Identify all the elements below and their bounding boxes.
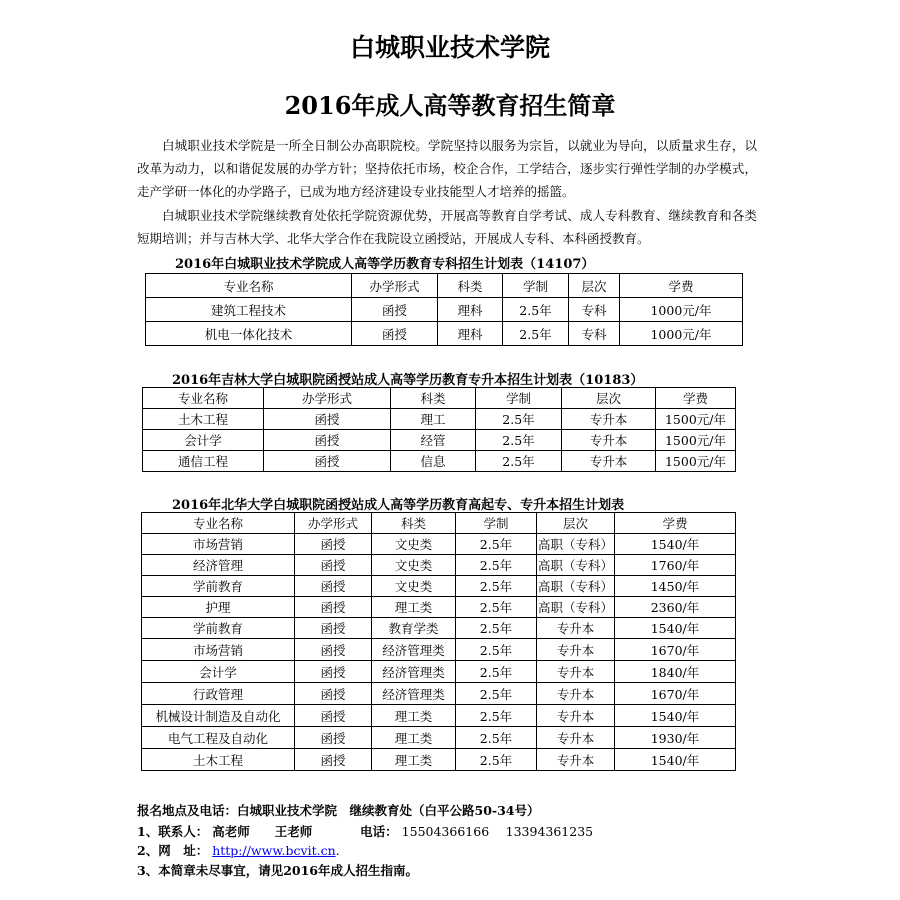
table-cell: 理工类 — [372, 749, 456, 771]
table-cell: 教育学类 — [372, 618, 456, 639]
table-cell: 1500元/年 — [656, 451, 736, 472]
closing-note: 3、本简章未尽事宜，请见2016年成人招生指南。 — [137, 863, 418, 878]
table-cell: 1540/年 — [615, 705, 736, 727]
table-cell: 专升本 — [537, 683, 615, 705]
contact-names: 高老师 王老师 — [212, 824, 313, 839]
contact-line — [137, 822, 593, 840]
header-cell: 办学形式 — [352, 274, 438, 298]
table-cell: 专升本 — [537, 727, 615, 749]
header-cell: 办学形式 — [295, 513, 372, 534]
table-cell: 行政管理 — [142, 683, 295, 705]
table-cell: 机电一体化技术 — [146, 322, 352, 346]
table-cell: 1540/年 — [615, 534, 736, 555]
table-cell: 经济管理类 — [372, 639, 456, 661]
enrollment-table-3 — [141, 512, 736, 771]
header-cell: 专业名称 — [146, 274, 352, 298]
table-cell: 函授 — [352, 322, 438, 346]
table-cell: 高职（专科） — [537, 534, 615, 555]
table-cell: 2360/年 — [615, 597, 736, 618]
table-cell: 1930/年 — [615, 727, 736, 749]
website-link[interactable]: http://www.bcvit.cn — [212, 843, 336, 858]
table-cell: 2.5年 — [456, 639, 537, 661]
table-row — [142, 727, 736, 749]
table-cell: 市场营销 — [142, 534, 295, 555]
table-cell: 理科 — [438, 322, 503, 346]
table-cell: 土木工程 — [143, 409, 264, 430]
table-cell: 高职（专科） — [537, 576, 615, 597]
header-cell: 科类 — [391, 388, 476, 409]
table-cell: 2.5年 — [476, 451, 562, 472]
table-cell: 2.5年 — [476, 430, 562, 451]
table-cell: 函授 — [264, 430, 391, 451]
table-cell: 函授 — [295, 661, 372, 683]
contact-label: 1、联系人： — [137, 824, 209, 839]
table-cell: 函授 — [295, 534, 372, 555]
table-cell: 2.5年 — [476, 409, 562, 430]
header-cell: 学制 — [503, 274, 569, 298]
header-cell: 学制 — [476, 388, 562, 409]
table-cell: 会计学 — [142, 661, 295, 683]
table-cell: 经管 — [391, 430, 476, 451]
header-cell: 科类 — [372, 513, 456, 534]
table-cell: 1840/年 — [615, 661, 736, 683]
header-cell: 学制 — [456, 513, 537, 534]
table-cell: 2.5年 — [456, 555, 537, 576]
table-cell: 函授 — [295, 705, 372, 727]
header-cell: 专业名称 — [142, 513, 295, 534]
table-cell: 函授 — [295, 749, 372, 771]
table-cell: 2.5年 — [456, 576, 537, 597]
table-cell: 函授 — [295, 618, 372, 639]
website-label: 2、网 址： — [137, 843, 209, 858]
document-title: 白城职业技术学院 — [349, 33, 550, 62]
table-cell: 会计学 — [143, 430, 264, 451]
table-cell: 函授 — [352, 298, 438, 322]
header-cell: 层次 — [569, 274, 620, 298]
table-cell: 专升本 — [537, 749, 615, 771]
table-row — [143, 451, 736, 472]
table-cell: 2.5年 — [456, 618, 537, 639]
table-row — [142, 705, 736, 727]
table-cell: 机械设计制造及自动化 — [142, 705, 295, 727]
registration-address: 报名地点及电话：白城职业技术学院 继续教育处（白平公路50-34号） — [137, 803, 540, 818]
table-cell: 1540/年 — [615, 749, 736, 771]
table-cell: 2.5年 — [456, 727, 537, 749]
table-caption-1: 2016年白城职业技术学院成人高等学历教育专科招生计划表（14107） — [175, 257, 595, 272]
table-cell: 文史类 — [372, 576, 456, 597]
table-cell: 1450/年 — [615, 576, 736, 597]
table-cell: 经济管理 — [142, 555, 295, 576]
table-row — [142, 555, 736, 576]
table-cell: 护理 — [142, 597, 295, 618]
phone-numbers: 15504366166 13394361235 — [401, 824, 594, 839]
document-subtitle: 2016年成人高等教育招生简章 — [284, 91, 616, 120]
table-cell: 经济管理类 — [372, 661, 456, 683]
intro-paragraph-2: 白城职业技术学院继续教育处依托学院资源优势，开展高等教育自学考试、成人专科教育、继续教育和各类短期培训；并与吉林大学、北华大学合作在我院设立函授站，开展成人专科、本科函授教育。 — [137, 208, 757, 246]
table-cell: 专升本 — [537, 705, 615, 727]
header-cell: 学费 — [656, 388, 736, 409]
table-cell: 函授 — [264, 409, 391, 430]
table-cell: 经济管理类 — [372, 683, 456, 705]
table-cell: 函授 — [295, 576, 372, 597]
table-cell: 专升本 — [562, 409, 656, 430]
table-cell: 2.5年 — [456, 749, 537, 771]
table-cell: 理工类 — [372, 727, 456, 749]
table-cell: 学前教育 — [142, 618, 295, 639]
table-header-row — [143, 388, 736, 409]
header-cell: 科类 — [438, 274, 503, 298]
table-cell: 1760/年 — [615, 555, 736, 576]
table-row — [146, 298, 743, 322]
table-cell: 1000元/年 — [620, 322, 743, 346]
table-cell: 1670/年 — [615, 683, 736, 705]
website-suffix: . — [335, 843, 340, 858]
table-cell: 函授 — [295, 555, 372, 576]
website-line — [137, 841, 340, 859]
table-row — [142, 661, 736, 683]
table-cell: 2.5年 — [456, 534, 537, 555]
table-cell: 理工类 — [372, 705, 456, 727]
table-cell: 1540/年 — [615, 618, 736, 639]
table-row — [142, 639, 736, 661]
header-cell: 学费 — [615, 513, 736, 534]
table-row — [146, 322, 743, 346]
table-cell: 专科 — [569, 298, 620, 322]
table-cell: 专升本 — [562, 430, 656, 451]
table-cell: 1670/年 — [615, 639, 736, 661]
table-cell: 专升本 — [537, 661, 615, 683]
header-cell: 专业名称 — [143, 388, 264, 409]
table-cell: 函授 — [295, 683, 372, 705]
table-cell: 专升本 — [537, 639, 615, 661]
table-caption-3: 2016年北华大学白城职院函授站成人高等学历教育高起专、专升本招生计划表 — [172, 498, 625, 513]
header-cell: 层次 — [562, 388, 656, 409]
table-cell: 高职（专科） — [537, 597, 615, 618]
table-cell: 理工 — [391, 409, 476, 430]
table-cell: 2.5年 — [456, 683, 537, 705]
table-cell: 2.5年 — [456, 661, 537, 683]
table-caption-2: 2016年吉林大学白城职院函授站成人高等学历教育专升本招生计划表（10183） — [172, 373, 644, 388]
intro-paragraph-1: 白城职业技术学院是一所全日制公办高职院校。学院坚持以服务为宗旨，以就业为导向，以质量求生存，以改革为动力，以和谐促发展的办学方针；坚持依托市场，校企合作，工学结合，逐步实行弹性学制的办学模式，走产学研一体化的办学路子，已成为地方经济建设专业技能型人才培养的摇篮。 — [137, 138, 757, 199]
table-row — [142, 534, 736, 555]
table-cell: 2.5年 — [456, 597, 537, 618]
enrollment-table-2 — [142, 387, 736, 472]
table-cell: 专升本 — [537, 618, 615, 639]
table-cell: 信息 — [391, 451, 476, 472]
table-header-row — [142, 513, 736, 534]
table-row — [142, 618, 736, 639]
table-cell: 函授 — [295, 639, 372, 661]
table-cell: 理科 — [438, 298, 503, 322]
enrollment-table-1 — [145, 273, 743, 346]
table-row — [142, 749, 736, 771]
table-cell: 学前教育 — [142, 576, 295, 597]
header-cell: 层次 — [537, 513, 615, 534]
table-cell: 2.5年 — [503, 322, 569, 346]
table-cell: 电气工程及自动化 — [142, 727, 295, 749]
table-cell: 土木工程 — [142, 749, 295, 771]
table-cell: 通信工程 — [143, 451, 264, 472]
phone-label: 电话： — [360, 824, 398, 839]
table-row — [143, 409, 736, 430]
table-row — [142, 576, 736, 597]
table-row — [143, 430, 736, 451]
table-cell: 专科 — [569, 322, 620, 346]
table-cell: 市场营销 — [142, 639, 295, 661]
table-header-row — [146, 274, 743, 298]
table-cell: 函授 — [295, 597, 372, 618]
table-cell: 高职（专科） — [537, 555, 615, 576]
table-cell: 1500元/年 — [656, 430, 736, 451]
table-cell: 文史类 — [372, 555, 456, 576]
table-cell: 1000元/年 — [620, 298, 743, 322]
header-cell: 办学形式 — [264, 388, 391, 409]
table-cell: 函授 — [295, 727, 372, 749]
table-cell: 2.5年 — [503, 298, 569, 322]
table-cell: 函授 — [264, 451, 391, 472]
table-cell: 1500元/年 — [656, 409, 736, 430]
table-cell: 文史类 — [372, 534, 456, 555]
table-row — [142, 683, 736, 705]
table-row — [142, 597, 736, 618]
table-cell: 建筑工程技术 — [146, 298, 352, 322]
header-cell: 学费 — [620, 274, 743, 298]
table-cell: 理工类 — [372, 597, 456, 618]
table-cell: 2.5年 — [456, 705, 537, 727]
table-cell: 专升本 — [562, 451, 656, 472]
